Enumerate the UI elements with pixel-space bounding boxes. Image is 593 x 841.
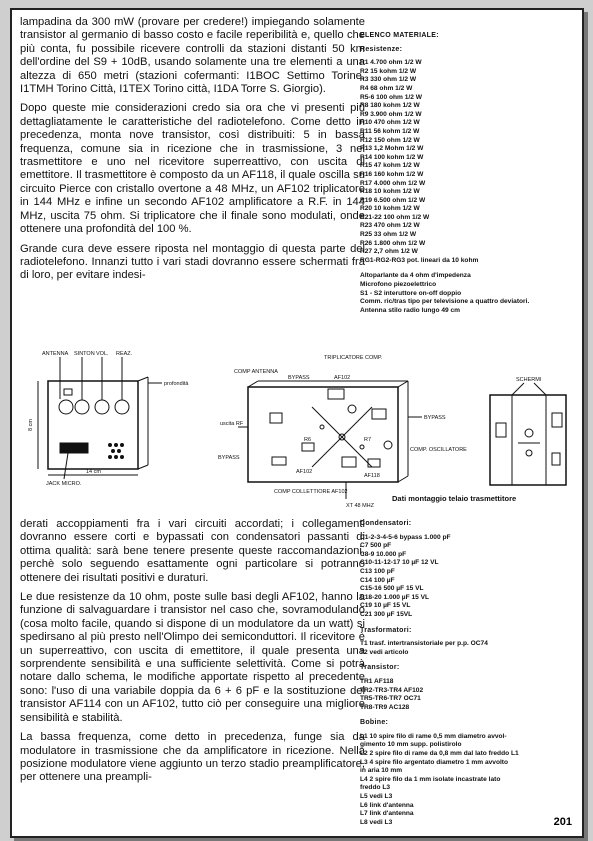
list-item: freddo L3 [360, 784, 391, 792]
assembly-figures [12, 347, 582, 517]
transistors-list [360, 678, 574, 712]
list-item: TR1 AF118 [360, 677, 394, 685]
list-item: L7 link d'antenna [360, 810, 414, 818]
label-af118: AF118 [364, 473, 380, 479]
list-item: R26 1.800 ohm 1/2 W [360, 239, 426, 247]
label-comp-antenna: COMP ANTENNA [234, 369, 278, 375]
label-af102-a: AF102 [334, 375, 351, 381]
list-item: R8 180 kohm 1/2 W [360, 102, 420, 110]
list-item: RG1-RG2-RG3 pot. lineari da 10 kohm [360, 256, 479, 264]
list-item: TR8-TR9 AC128 [360, 703, 410, 711]
coils-list [360, 733, 574, 828]
transformers-list [360, 640, 574, 657]
list-item: C7 500 pF [360, 542, 392, 550]
coils-title: Bobine: [360, 719, 389, 727]
list-item: R12 150 ohm 1/2 W [360, 136, 420, 144]
list-item: gimento 10 mm supp. polistirolo [360, 741, 462, 749]
label-height: 8 cm [28, 419, 34, 431]
label-reaz: REAZ. [116, 351, 133, 357]
list-item: L4 2 spire filo da 1 mm isolate incastrate lato [360, 775, 501, 783]
label-jack: JACK MICRO. [46, 481, 82, 487]
list-item: T1 trasf. intertransistoriale per p.p. OC74 [360, 640, 488, 648]
list-item: C14 100 µF [360, 576, 395, 584]
list-item: R20 10 kohm 1/2 W [360, 205, 420, 213]
list-item: TR2-TR3-TR4 AF102 [360, 686, 424, 694]
label-af102-b: AF102 [296, 469, 313, 475]
figures-area [12, 347, 582, 517]
label-comp-coll: COMP COLLETTIORE AF102 [274, 489, 348, 495]
list-item: in aria 10 mm [360, 767, 403, 775]
paragraph-4: derati accoppiamenti fra i vari circuiti accordati; i collegamenti dovranno essere corti e bypassati con condensatori passanti di ottima qualità: sarà bene tenere presente queste raccomandazioni, perchè solo seguendo esattamente ogni particolare si potranno ottenere dei risultati positivi e duraturi. [20, 518, 365, 584]
list-item: R25 33 ohm 1/2 W [360, 231, 417, 239]
list-item: Altoparlante da 4 ohm d'impedenza [360, 272, 471, 280]
label-antenna: ANTENNA [42, 351, 69, 357]
paragraph-2: Dopo queste mie considerazioni credo sia ora che vi presenti più dettagliatamente le caratteristiche del radiotelefono. Come detto in precedenza, monta nove transistor, così distribuiti: 5 in bassa frequenza, comune sia in ricezione che in trasmissione, 3 nel trasmettitore e uno nel ricevitore superreattivo, con uscita di emettitore. Il trasmettitore è composto da un AF118, il quale oscilla su circuito Pierce con cristallo overtone a 48 MHz, un AF102 triplicatore in 144 MHz e infine un secondo AF102 amplificatore a R.F. in 144 MHz, uscita 75 ohm. Si triplicatore che il finale sono modulati, onde ottenere una profondità del 100 %. [20, 102, 365, 236]
label-bypass-right: BYPASS [424, 415, 446, 421]
list-item: C13 100 pF [360, 567, 395, 575]
label-profondita: profondità [164, 381, 189, 387]
transformers-title: Trasformatori: [360, 626, 412, 634]
label-r7: R7 [364, 437, 372, 443]
list-item: R3 330 ohm 1/2 W [360, 76, 417, 84]
label-vol: VOL. [96, 351, 109, 357]
paragraph-6: La bassa frequenza, come detto in precedenza, funge sia da modulatore in trasmissione che da amplificatore in ricezione. Nella posizione modulatore viene aggiunto un terzo stadio preamplificatore, per ottenere una preampli- [20, 731, 365, 784]
list-item: R5-6 100 ohm 1/2 W [360, 93, 422, 101]
resistors-title: Resistenze: [360, 45, 403, 53]
list-item: R14 100 kohm 1/2 W [360, 153, 424, 161]
label-uscita-rf: uscita RF [220, 421, 244, 427]
list-item: C1-2-3-4-5-6 bypass 1.000 pF [360, 533, 451, 541]
list-item: R27 2,7 ohm 1/2 W [360, 248, 418, 256]
list-item: C21 300 µF 15VL [360, 610, 413, 618]
list-item: L1 10 spire filo di rame 0,5 mm diametro avvol- [360, 732, 507, 740]
list-item: R9 3.900 ohm 1/2 W [360, 110, 422, 118]
list-item: S1 - S2 interuttore on-off doppio [360, 289, 462, 297]
list-item: R2 15 kohm 1/2 W [360, 67, 417, 75]
list-item: R10 470 ohm 1/2 W [360, 119, 420, 127]
label-width: 14 cm [86, 469, 101, 475]
list-item: R23 470 ohm 1/2 W [360, 222, 420, 230]
label-schermi: SCHERMI [516, 377, 542, 383]
list-item: R18 10 kohm 1/2 W [360, 188, 420, 196]
paragraph-1: lampadina da 300 mW (provare per credere!) impiegando solamente transistor al germanio di basso costo e facile reperibilità e, quello che più conta, fu possibile ricevere controlli da stazioni distanti 50 km dell'ordine del S9 + 10dB, usando solamente una tre elementi a una altezza di 650 metri (stazioni cofermanti: I1BOC Settimo Torine, I1TMH Torino Città, I1TEX Torino città, I1DA Torre S. Giorgio). [20, 16, 365, 96]
list-item: C10-11-12-17 10 µF 12 VL [360, 559, 439, 567]
list-item: R13 1,2 Mohm 1/2 W [360, 145, 424, 153]
list-item: C15-16 500 µF 15 VL [360, 585, 424, 593]
page-number: 201 [553, 816, 572, 828]
list-item: R4 68 ohm 1/2 W [360, 84, 413, 92]
list-item: R21-22 100 ohm 1/2 W [360, 213, 430, 221]
list-item: C18-20 1.000 µF 15 VL [360, 593, 430, 601]
label-bypass-left: BYPASS [218, 455, 240, 461]
list-item: Comm. ric/tras tipo per televisione a quattro deviatori. [360, 298, 530, 306]
resistors-list [360, 59, 574, 265]
list-item: R17 4.000 ohm 1/2 W [360, 179, 426, 187]
chassis-figure [238, 381, 422, 499]
list-item: L5 vedi L3 [360, 793, 393, 801]
materials-list [360, 32, 574, 322]
label-bypass-top: BYPASS [288, 375, 310, 381]
list-item: L6 link d'antenna [360, 801, 414, 809]
label-triplicatore: TRIPLICATORE COMP. [324, 355, 383, 361]
capacitors-list [360, 534, 574, 620]
list-item: C8-9 10.000 pF [360, 550, 407, 558]
label-r6: R6 [304, 437, 312, 443]
article-bottom [20, 518, 365, 791]
materials-title: ELENCO MATERIALE: [360, 32, 439, 39]
list-item: R16 160 kohm 1/2 W [360, 170, 424, 178]
article-top [20, 16, 365, 289]
list-item: L8 vedi L3 [360, 818, 393, 826]
list-item: R1 4.700 ohm 1/2 W [360, 59, 422, 67]
list-item: L2 2 spire filo di rame da 0,8 mm dal lato freddo L1 [360, 750, 519, 758]
list-item: Microfono piezoelettrico [360, 281, 437, 289]
paragraph-3: Grande cura deve essere riposta nel montaggio di questa parte del radiotelefono. Innanzi tutto i vari stadi dovranno essere schermati fra di loro, per evitare indesi- [20, 242, 365, 282]
list-item: R19 6.500 ohm 1/2 W [360, 196, 426, 204]
list-item: Antenna stilo radio lungo 49 cm [360, 306, 461, 314]
transistors-title: Transistor: [360, 664, 400, 672]
label-comp-osc: COMP. OSCILLATORE [410, 447, 467, 453]
list-item: R11 56 kohm 1/2 W [360, 127, 420, 135]
list-item: L3 4 spire filo argentato diametro 1 mm avvolto [360, 758, 509, 766]
list-item: TR5-TR6-TR7 OC71 [360, 695, 421, 703]
label-sinton: SINTON [74, 351, 95, 357]
materials-list-continued [360, 520, 574, 834]
capacitors-title: Condensatori: [360, 520, 412, 527]
shields-figure [490, 383, 566, 485]
list-item: C19 10 µF 15 VL [360, 602, 411, 610]
label-xtal: XT 48 MHZ [346, 503, 375, 509]
list-item: R15 47 kohm 1/2 W [360, 162, 420, 170]
list-item: T2 vedi articolo [360, 648, 409, 656]
figure-caption: Dati montaggio telaio trasmettitore [392, 494, 517, 503]
magazine-page [10, 8, 584, 838]
front-panel-figure [38, 357, 162, 479]
misc-list [360, 272, 574, 315]
paragraph-5: Le due resistenze da 10 ohm, poste sulle basi degli AF102, hanno la funzione di salvaguardare i transistor nel caso che, sovramodulando (cosa molto facile, quando si dispone di un modulatore da un watt) si spedirsano al più presto nell'Olimpo dei semiconduttori. Il ricevitore è un superreattivo, con uscita di emettitore, il quale presenta una sorprendente sensibilità e una sufficiente selettività. Come si potrà notare dallo schema, le modifiche apportate rispetto al precedente sono: l'uso di una variabile doppia da 6 + 6 pF e la sostituzione del transistor AF114 con un AF102, tutto ciò per conseguire una migliore sensibilità e stabilità. [20, 591, 365, 724]
